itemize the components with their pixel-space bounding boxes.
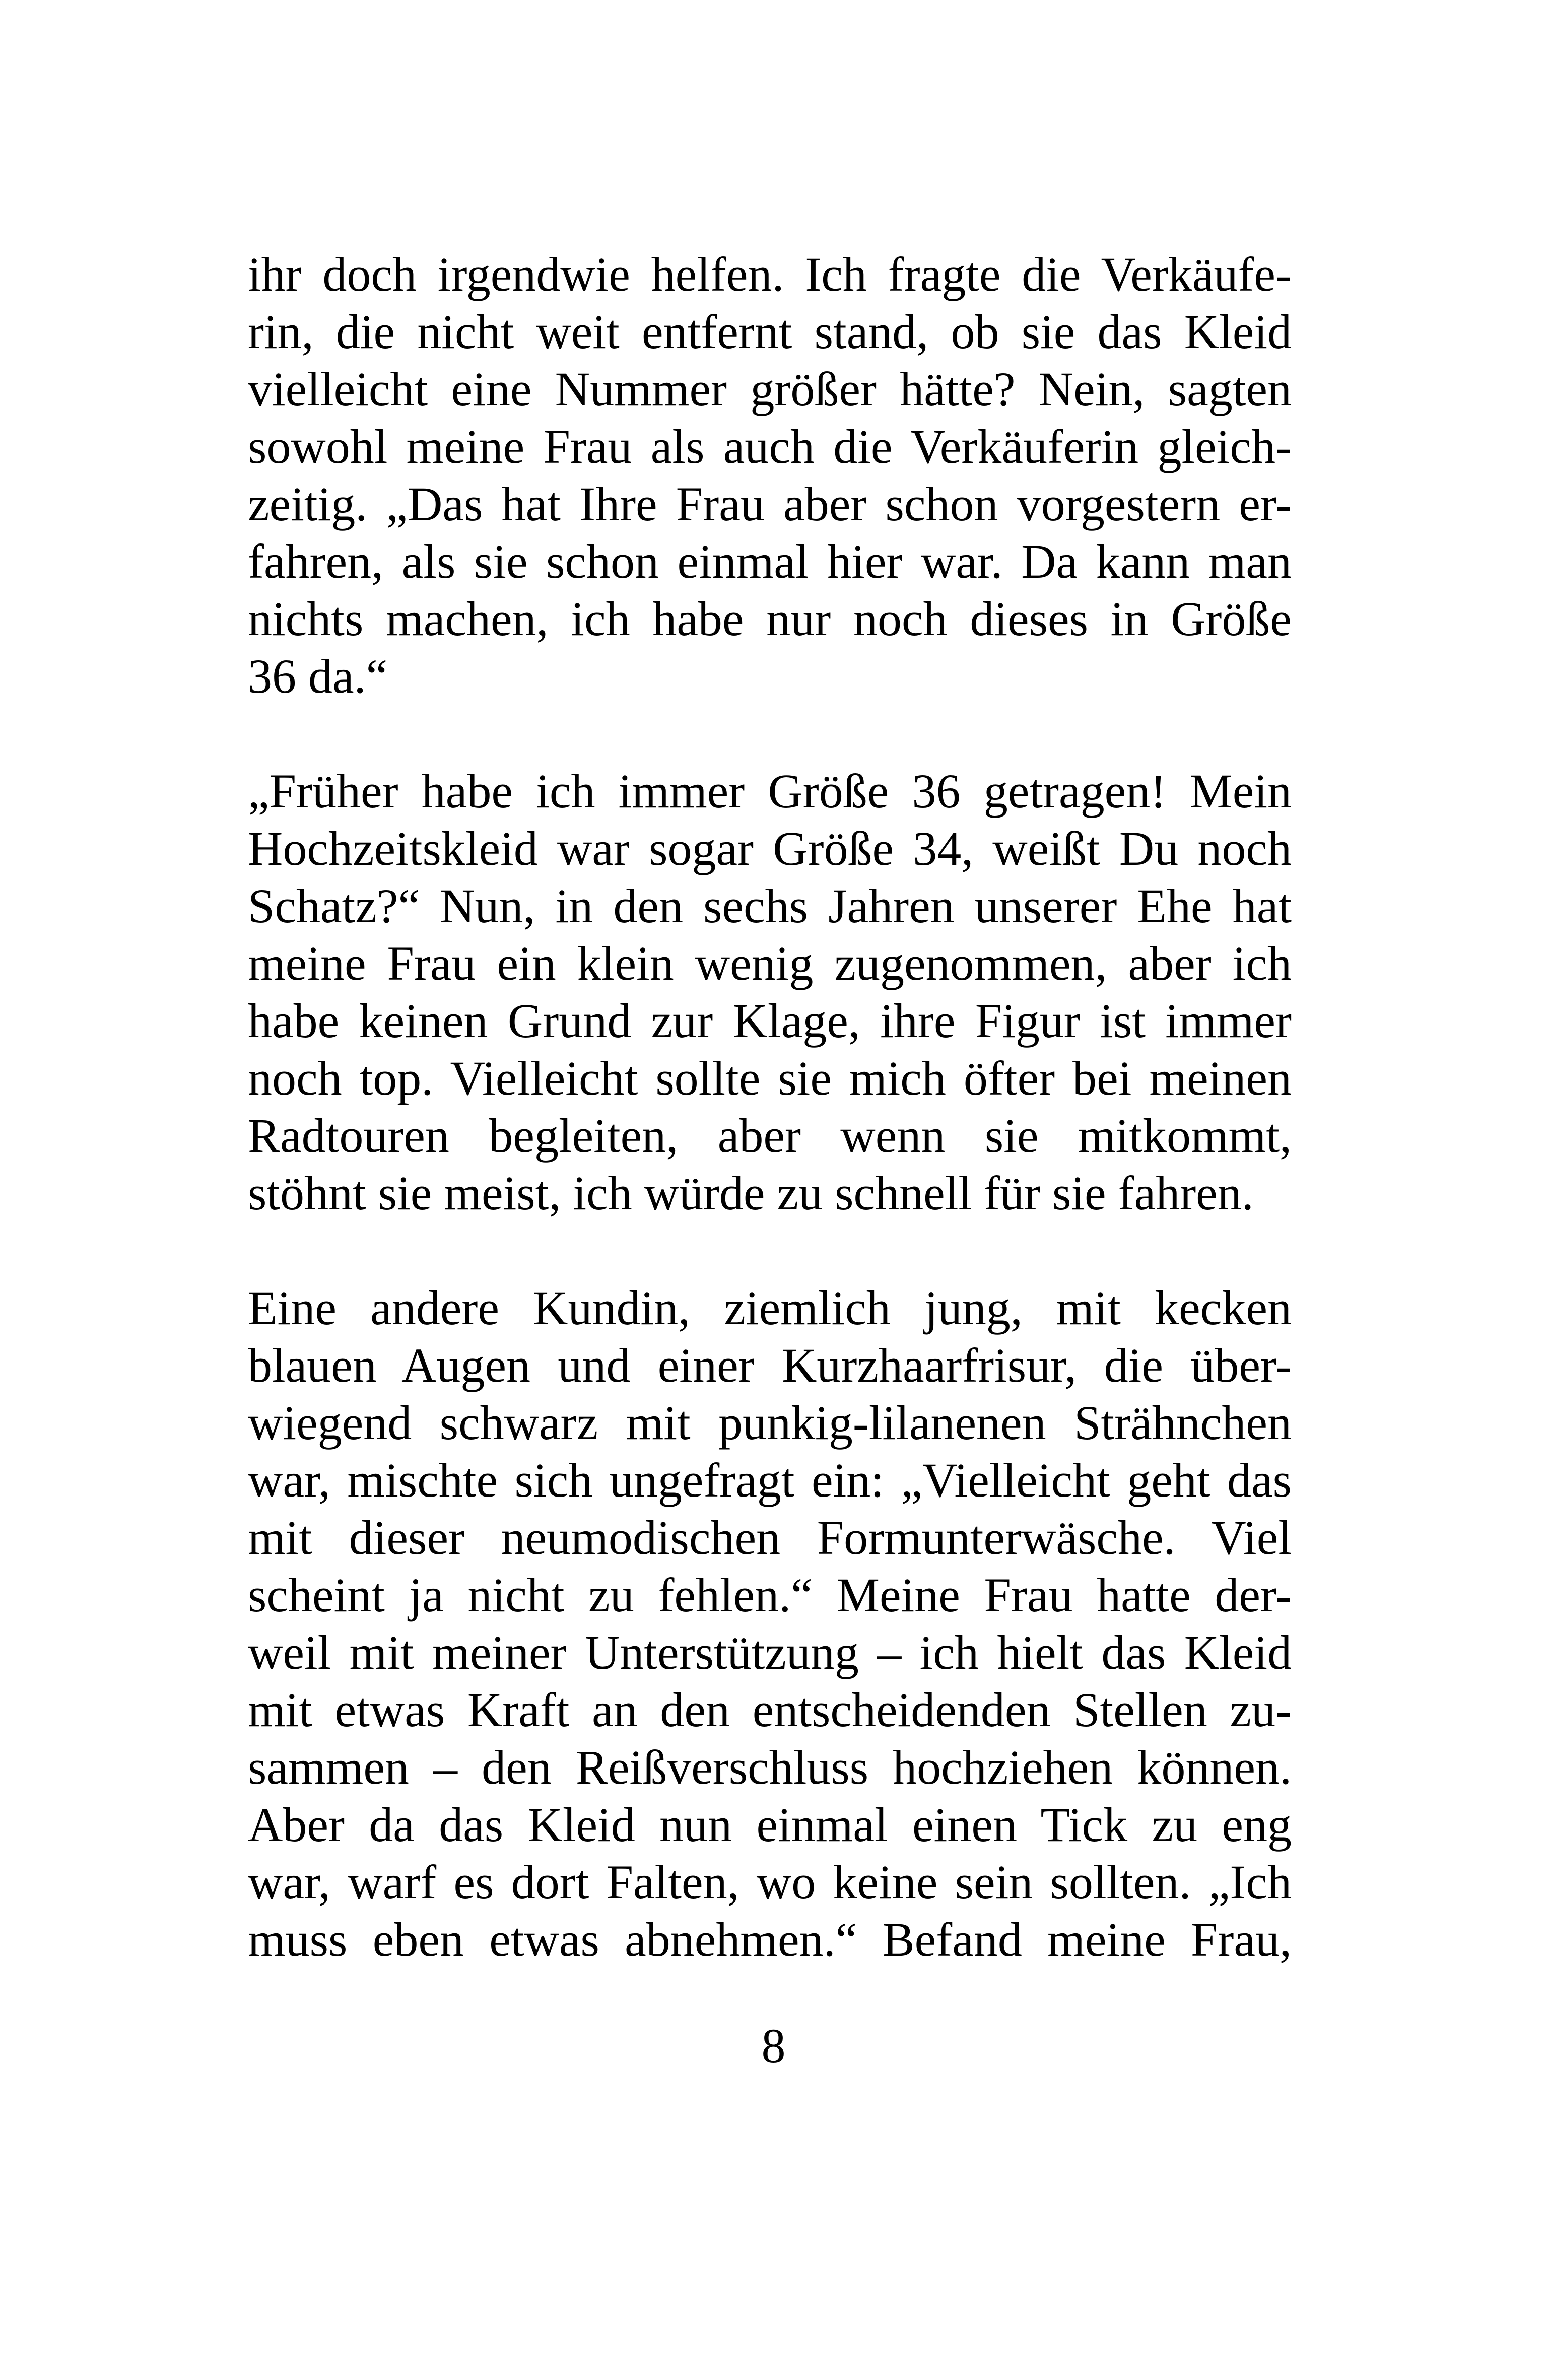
text-line: vielleicht eine Nummer größer hätte? Nein, sagten [248, 362, 1292, 416]
text-line: nichts machen, ich habe nur noch dieses in Größe [248, 592, 1292, 646]
text-line: zeitig. „Das hat Ihre Frau aber schon vorgestern er- [248, 477, 1292, 531]
text-line: scheint ja nicht zu fehlen.“ Meine Frau hatte der- [248, 1568, 1292, 1622]
text-line: meine Frau ein klein wenig zugenommen, aber ich [248, 936, 1292, 990]
text-line: stöhnt sie meist, ich würde zu schnell für sie fahren. [248, 1166, 1254, 1220]
paragraph-spacer [248, 1222, 1292, 1279]
paragraph [248, 1279, 1292, 1968]
text-line: ihr doch irgendwie helfen. Ich fragte die Verkäufe- [248, 247, 1292, 301]
text-line: blauen Augen und einer Kurzhaarfrisur, die über- [248, 1338, 1292, 1392]
text-line: noch top. Vielleicht sollte sie mich öfter bei meinen [248, 1051, 1292, 1105]
text-line: war, warf es dort Falten, wo keine sein sollten. „Ich [248, 1855, 1292, 1909]
text-line: Schatz?“ Nun, in den sechs Jahren unserer Ehe hat [248, 879, 1292, 933]
text-line: Aber da das Kleid nun einmal einen Tick zu eng [248, 1798, 1292, 1852]
text-line: sammen – den Reißverschluss hochziehen können. [248, 1740, 1292, 1794]
text-line: mit dieser neumodischen Formunterwäsche. Viel [248, 1511, 1292, 1565]
text-line: sowohl meine Frau als auch die Verkäuferin gleich- [248, 420, 1292, 473]
text-line: Eine andere Kundin, ziemlich jung, mit kecken [248, 1281, 1292, 1335]
text-line: war, mischte sich ungefragt ein: „Vielleicht geht das [248, 1453, 1292, 1507]
text-line: habe keinen Grund zur Klage, ihre Figur ist immer [248, 994, 1292, 1048]
text-line: 36 da.“ [248, 649, 388, 703]
text-line: „Früher habe ich immer Größe 36 getragen! Mein [248, 764, 1292, 818]
text-line: fahren, als sie schon einmal hier war. Da kann man [248, 534, 1292, 588]
paragraph-spacer [248, 705, 1292, 763]
text-line: muss eben etwas abnehmen.“ Befand meine Frau, [248, 1913, 1292, 1966]
text-line: mit etwas Kraft an den entscheidenden Stellen zu- [248, 1683, 1292, 1737]
text-line: rin, die nicht weit entfernt stand, ob sie das Kleid [248, 305, 1292, 359]
text-line: weil mit meiner Unterstützung – ich hielt das Kleid [248, 1625, 1292, 1679]
paragraph [248, 246, 1292, 705]
body-text [248, 246, 1292, 1968]
text-line: Hochzeitskleid war sogar Größe 34, weißt Du noch [248, 822, 1292, 875]
paragraph [248, 763, 1292, 1222]
text-line: wiegend schwarz mit punkig-lilanenen Strähnchen [248, 1396, 1292, 1450]
text-line: Radtouren begleiten, aber wenn sie mitkommt, [248, 1109, 1292, 1163]
page-number: 8 [761, 2019, 786, 2073]
